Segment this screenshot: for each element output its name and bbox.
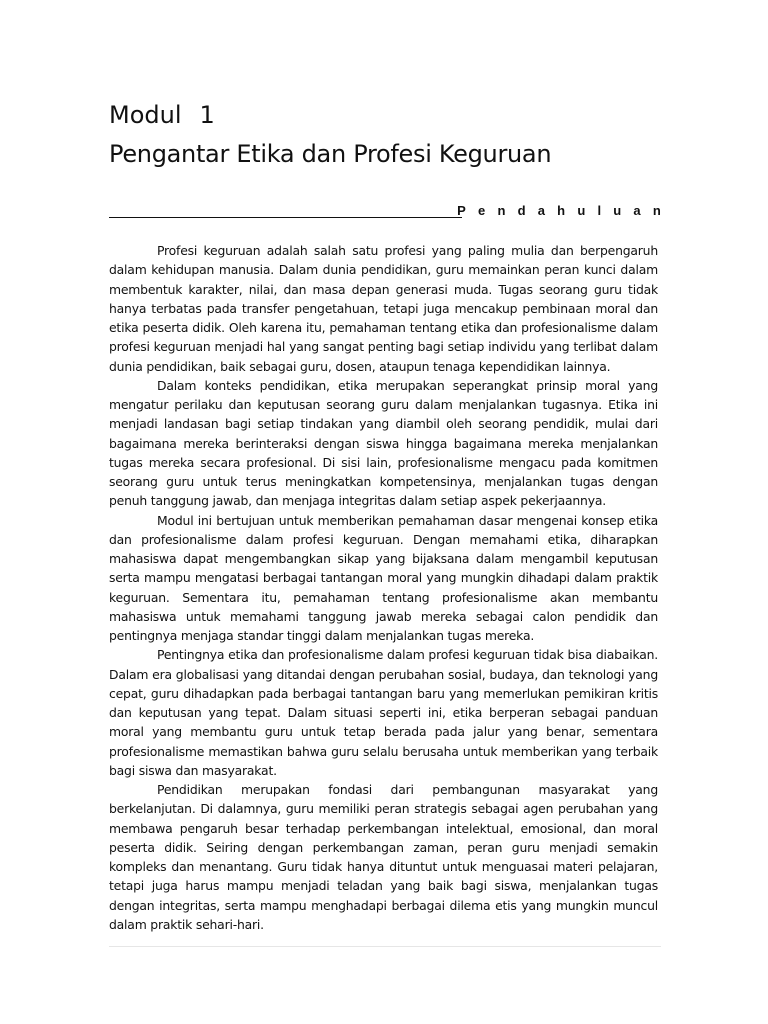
- body-text: [109, 241, 658, 934]
- module-heading: [109, 100, 215, 130]
- footer-rule: [109, 946, 661, 947]
- section-header: [109, 202, 673, 222]
- section-heading: Pendahuluan: [457, 203, 673, 218]
- module-number: 1: [199, 101, 215, 129]
- paragraph: Dalam konteks pendidikan, etika merupakan seperangkat prinsip moral yang mengatur perilaku dan keputusan seorang guru dalam menjalankan tugasnya. Etika ini menjadi landasan bagi setiap tindakan yang diambil oleh seorang pendidik, mulai dari bagaimana mereka berinteraksi dengan siswa hingga bagaimana mereka menjalankan tugas mereka secara profesional. Di sisi lain, profesionalisme mengacu pada komitmen seorang guru untuk terus meningkatkan kompetensinya, menjalankan tugas dengan penuh tanggung jawab, dan menjaga integritas dalam setiap aspek pekerjaannya.: [109, 377, 658, 509]
- section-rule: [109, 217, 462, 218]
- paragraph: Modul ini bertujuan untuk memberikan pemahaman dasar mengenai konsep etika dan profesionalisme dalam profesi keguruan. Dengan memahami etika, diharapkan mahasiswa dapat mengembangkan sikap yang bijaksana dalam mengambil keputusan serta mampu mengatasi berbagai tantangan moral yang mungkin dihadapi dalam praktik keguruan. Sementara itu, pemahaman tentang profesionalisme akan membantu mahasiswa untuk memahami tanggung jawab mereka sebagai calon pendidik dan pentingnya menjaga standar tinggi dalam menjalankan tugas mereka.: [109, 512, 658, 643]
- paragraph: Profesi keguruan adalah salah satu profesi yang paling mulia dan berpengaruh dalam kehidupan manusia. Dalam dunia pendidikan, guru memainkan peran kunci dalam membentuk karakter, nilai, dan masa depan generasi muda. Tugas seorang guru tidak hanya terbatas pada transfer pengetahuan, tetapi juga mencakup pembinaan moral dan etika peserta didik. Oleh karena itu, pemahaman tentang etika dan profesionalisme dalam profesi keguruan menjadi hal yang sangat penting bagi setiap individu yang terlibat dalam dunia pendidikan, baik sebagai guru, dosen, ataupun tenaga kependidikan lainnya.: [109, 243, 658, 374]
- module-label: Modul: [109, 101, 182, 129]
- paragraph: Pentingnya etika dan profesionalisme dalam profesi keguruan tidak bisa diabaikan. Dalam era globalisasi yang ditandai dengan perubahan sosial, budaya, dan teknologi yang cepat, guru dihadapkan pada berbagai tantangan baru yang memerlukan pemikiran kritis dan keputusan yang tepat. Dalam situasi seperti ini, etika berperan sebagai panduan moral yang membantu guru untuk tetap berada pada jalur yang benar, sementara profesionalisme memastikan bahwa guru selalu berusaha untuk memberikan yang terbaik bagi siswa dan masyarakat.: [109, 647, 658, 778]
- paragraph: Pendidikan merupakan fondasi dari pembangunan masyarakat yang berkelanjutan. Di dalamnya, guru memiliki peran strategis sebagai agen perubahan yang membawa pengaruh besar terhadap perkembangan intelektual, emosional, dan moral peserta didik. Seiring dengan perkembangan zaman, peran guru menjadi semakin kompleks dan menantang. Guru tidak hanya dituntut untuk menguasai materi pelajaran, tetapi juga harus mampu menjadi teladan yang baik bagi siswa, menjalankan tugas dengan integritas, serta mampu menghadapi berbagai dilema etis yang mungkin muncul dalam praktik sehari-hari.: [109, 782, 658, 932]
- module-title: Pengantar Etika dan Profesi Keguruan: [109, 140, 552, 168]
